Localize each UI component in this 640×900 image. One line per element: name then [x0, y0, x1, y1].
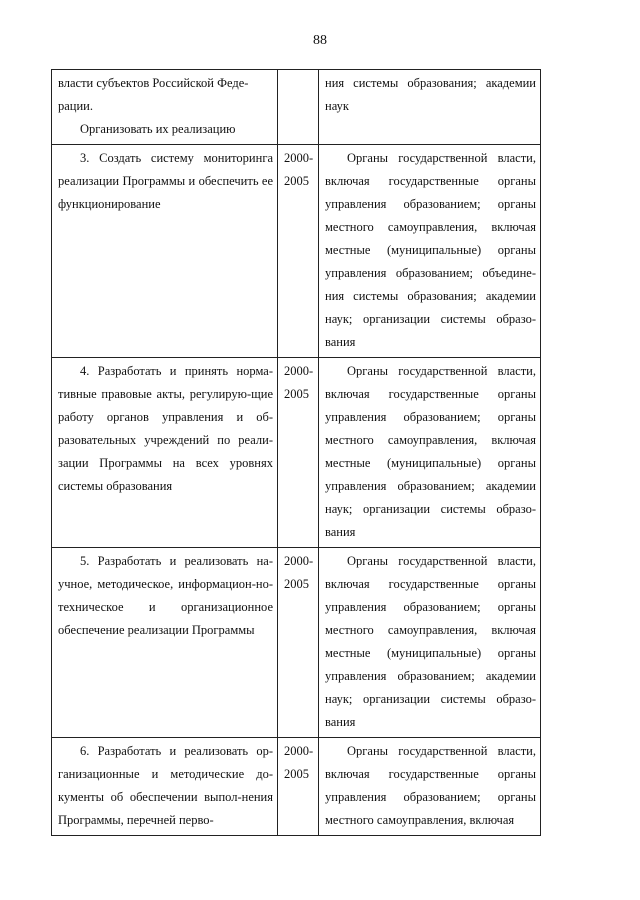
period-end: 2005	[284, 767, 309, 781]
responsible-text: Органы государственной власти, включая государственные органы управления образованием; органы местного самоуправления, включая местные (муниципальные) органы управления образованием; объедине-ния системы образования; академии наук; организации системы образо-вания	[325, 151, 536, 349]
period-start: 2000-	[284, 151, 314, 165]
period-cell	[278, 145, 319, 358]
task-cell	[52, 358, 278, 548]
table-row	[52, 548, 541, 738]
task-text: рации.	[58, 99, 93, 113]
responsible-cell	[319, 70, 541, 145]
task-text: власти субъектов Российской Феде-	[58, 76, 249, 90]
task-cell	[52, 548, 278, 738]
table-row	[52, 145, 541, 358]
period-cell	[278, 358, 319, 548]
table-row	[52, 358, 541, 548]
responsible-cell	[319, 548, 541, 738]
period-end: 2005	[284, 174, 309, 188]
task-text: 5. Разработать и реализовать на-учное, методическое, информацион-но-техническое и организационное обеспечение реализации Программы	[58, 554, 273, 637]
task-cell	[52, 738, 278, 836]
responsible-cell	[319, 738, 541, 836]
period-start: 2000-	[284, 744, 314, 758]
task-text: Организовать их реализацию	[80, 122, 236, 136]
period-end: 2005	[284, 577, 309, 591]
period-start: 2000-	[284, 364, 314, 378]
page-number: 88	[313, 33, 327, 48]
responsible-cell	[319, 358, 541, 548]
responsible-text: Органы государственной власти, включая государственные органы управления образованием; органы местного самоуправления, включая местные (муниципальные) органы управления образованием; академии наук; организации системы образо-вания	[325, 554, 536, 729]
period-cell	[278, 738, 319, 836]
period-cell	[278, 548, 319, 738]
table-row	[52, 738, 541, 836]
period-cell	[278, 70, 319, 145]
program-table	[51, 69, 541, 836]
period-start: 2000-	[284, 554, 314, 568]
task-cell	[52, 145, 278, 358]
table-row	[52, 70, 541, 145]
task-text: 4. Разработать и принять норма-тивные правовые акты, регулирую-щие работу органов управления и об-разовательных учреждений по реали-зации Программы на всех уровнях системы образования	[58, 364, 273, 493]
responsible-cell	[319, 145, 541, 358]
responsible-text: Органы государственной власти, включая государственные органы управления образованием; органы местного самоуправления, включая местные (муниципальные) органы управления образованием; академии наук; организации системы образо-вания	[325, 364, 536, 539]
responsible-text: Органы государственной власти, включая государственные органы управления образованием; органы местного самоуправления, включая	[325, 744, 536, 827]
period-end: 2005	[284, 387, 309, 401]
task-text: 3. Создать систему мониторинга реализации Программы и обеспечить ее функционирование	[58, 151, 273, 211]
responsible-text: ния системы образования; академии наук	[325, 76, 536, 113]
task-text: 6. Разработать и реализовать ор-ганизационные и методические до-кументы об обеспечении выпол-нения Программы, перечней перво-	[58, 744, 273, 827]
task-cell	[52, 70, 278, 145]
